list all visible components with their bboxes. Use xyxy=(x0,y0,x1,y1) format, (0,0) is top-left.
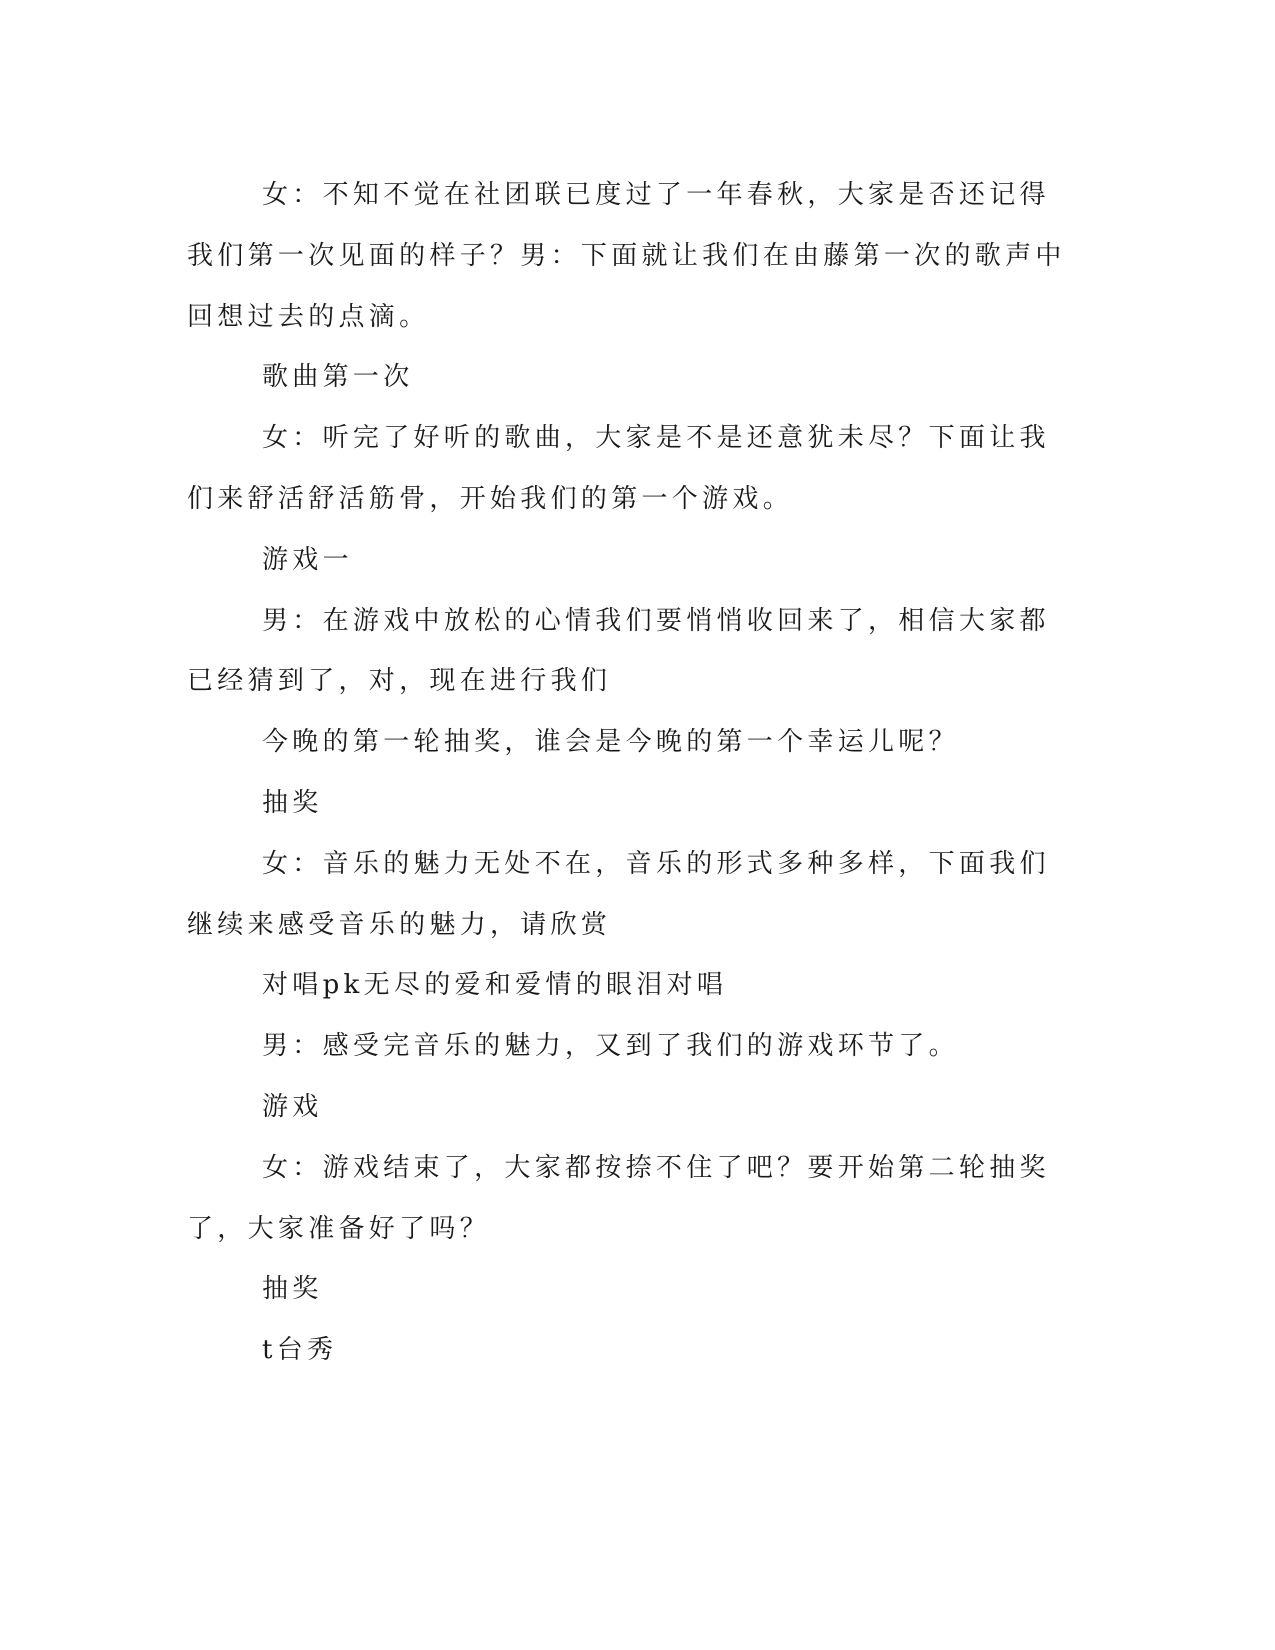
paragraph-14: t台秀 xyxy=(262,1335,338,1366)
paragraph-12: 女：游戏结束了，大家都按捺不住了吧？要开始第二轮抽奖了，大家准备好了吗？ xyxy=(187,1152,1050,1244)
paragraph-4: 游戏一 xyxy=(262,544,353,575)
body-text xyxy=(187,165,1067,1381)
paragraph-9: 对唱pk无尽的爱和爱情的眼泪对唱 xyxy=(262,970,728,1001)
paragraph-5: 男：在游戏中放松的心情我们要悄悄收回来了，相信大家都已经猜到了，对，现在进行我们 xyxy=(187,605,1050,697)
paragraph-13: 抽奖 xyxy=(262,1274,323,1305)
paragraph-1: 女：不知不觉在社团联已度过了一年春秋，大家是否还记得我们第一次见面的样子？男：下面就让我们在由藤第一次的歌声中回想过去的点滴。 xyxy=(187,180,1066,332)
paragraph-8: 女：音乐的魅力无处不在，音乐的形式多种多样，下面我们继续来感受音乐的魅力，请欣赏 xyxy=(187,848,1050,940)
paragraph-11: 游戏 xyxy=(262,1091,323,1122)
paragraph-7: 抽奖 xyxy=(262,787,323,818)
paragraph-3: 女：听完了好听的歌曲，大家是不是还意犹未尽？下面让我们来舒活舒活筋骨，开始我们的第一个游戏。 xyxy=(187,423,1050,514)
paragraph-2: 歌曲第一次 xyxy=(262,362,414,393)
paragraph-6: 今晚的第一轮抽奖，谁会是今晚的第一个幸运儿呢？ xyxy=(262,727,959,758)
paragraph-10: 男：感受完音乐的魅力，又到了我们的游戏环节了。 xyxy=(262,1031,959,1062)
